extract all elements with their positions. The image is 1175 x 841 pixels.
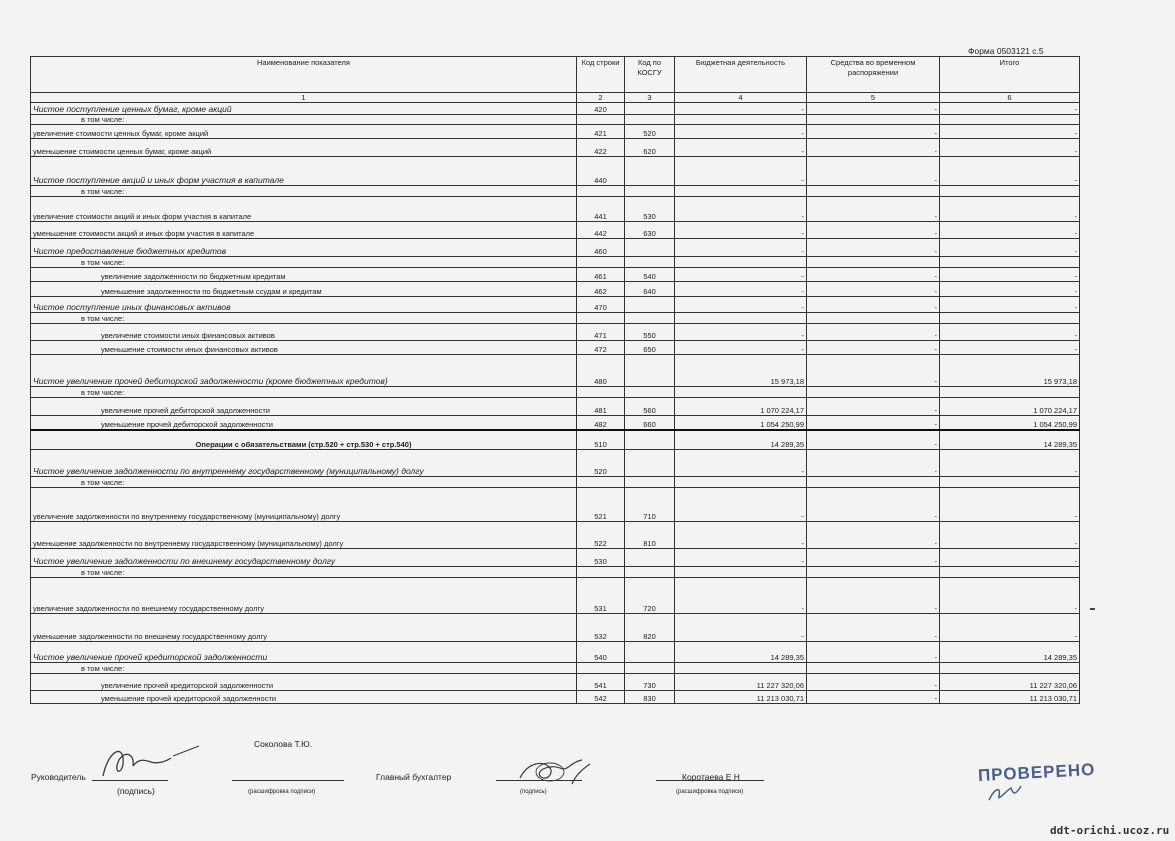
row-name: Чистое поступление иных финансовых активов	[31, 297, 577, 313]
row-total-value: 1 054 250,99	[940, 416, 1080, 430]
form-label: Форма 0503121 с.5	[968, 46, 1044, 56]
row-name: увеличение стоимости акций и иных форм участия в капитале	[31, 197, 577, 222]
col-number: 4	[675, 93, 807, 103]
table-row	[31, 139, 1080, 157]
row-name: уменьшение задолженности по бюджетным ссудам и кредитам	[31, 282, 577, 297]
row-kosgu	[625, 239, 675, 257]
row-name: в том числе:	[31, 186, 577, 197]
row-total-value: -	[940, 197, 1080, 222]
row-temp-value: -	[807, 450, 940, 477]
row-budget-value: 1 070 224,17	[675, 398, 807, 416]
row-code: 481	[577, 398, 625, 416]
table-row	[31, 355, 1080, 387]
head-label: Руководитель	[31, 772, 86, 782]
row-budget-value: 14 289,35	[675, 642, 807, 663]
row-temp-value	[807, 387, 940, 398]
row-name: Чистое увеличение задолженности по внешнему государственному долгу	[31, 549, 577, 567]
row-code: 531	[577, 578, 625, 614]
row-name: в том числе:	[31, 477, 577, 488]
row-temp-value: -	[807, 268, 940, 282]
row-kosgu: 540	[625, 268, 675, 282]
row-total-value: -	[940, 522, 1080, 549]
row-total-value: -	[940, 157, 1080, 186]
row-total-value: -	[940, 103, 1080, 115]
row-budget-value: 11 227 320,06	[675, 674, 807, 691]
row-kosgu	[625, 157, 675, 186]
table-row	[31, 450, 1080, 477]
row-temp-value	[807, 477, 940, 488]
row-total-value	[940, 115, 1080, 125]
row-code	[577, 313, 625, 324]
row-code	[577, 186, 625, 197]
row-kosgu: 620	[625, 139, 675, 157]
row-temp-value	[807, 313, 940, 324]
row-name: уменьшение стоимости ценных бумаг, кроме акций	[31, 139, 577, 157]
row-budget-value	[675, 567, 807, 578]
row-code: 472	[577, 341, 625, 355]
row-name: Чистое предоставление бюджетных кредитов	[31, 239, 577, 257]
row-total-value: -	[940, 139, 1080, 157]
watermark: ddt-orichi.ucoz.ru	[1050, 824, 1170, 837]
row-total-value: 1 070 224,17	[940, 398, 1080, 416]
row-kosgu: 520	[625, 125, 675, 139]
row-budget-value	[675, 663, 807, 674]
table-row	[31, 567, 1080, 578]
row-temp-value: -	[807, 239, 940, 257]
chief-decode-caption: (расшифровка подписи)	[676, 789, 744, 795]
verified-stamp: ПРОВЕРЕНО	[977, 759, 1096, 786]
row-kosgu	[625, 313, 675, 324]
row-temp-value: -	[807, 488, 940, 522]
row-kosgu	[625, 257, 675, 268]
row-budget-value: 14 289,35	[675, 430, 807, 450]
row-name: уменьшение прочей дебиторской задолженности	[31, 416, 577, 430]
row-total-value: 14 289,35	[940, 642, 1080, 663]
row-temp-value: -	[807, 355, 940, 387]
col-number: 5	[807, 93, 940, 103]
head-decode-line	[232, 780, 344, 781]
table-row	[31, 257, 1080, 268]
row-total-value	[940, 567, 1080, 578]
row-code: 441	[577, 197, 625, 222]
row-budget-value: -	[675, 297, 807, 313]
report-table	[30, 56, 1080, 704]
row-code	[577, 663, 625, 674]
row-code	[577, 387, 625, 398]
row-total-value: -	[940, 297, 1080, 313]
row-code	[577, 257, 625, 268]
row-budget-value	[675, 115, 807, 125]
row-name: Операции с обязательствами (стр.520 + стр.530 + стр.540)	[31, 430, 577, 450]
row-temp-value: -	[807, 549, 940, 567]
table-row	[31, 416, 1080, 430]
row-temp-value	[807, 567, 940, 578]
row-code: 510	[577, 430, 625, 450]
table-row	[31, 430, 1080, 450]
table-row	[31, 324, 1080, 341]
row-budget-value: -	[675, 103, 807, 115]
row-temp-value: -	[807, 222, 940, 239]
row-budget-value: -	[675, 157, 807, 186]
row-kosgu: 560	[625, 398, 675, 416]
table-row	[31, 341, 1080, 355]
row-name: увеличение задолженности по внутреннему государственному (муниципальному) долгу	[31, 488, 577, 522]
row-kosgu	[625, 663, 675, 674]
row-total-value: -	[940, 239, 1080, 257]
table-row	[31, 282, 1080, 297]
row-kosgu: 550	[625, 324, 675, 341]
row-name: Чистое поступление ценных бумаг, кроме акций	[31, 103, 577, 115]
row-temp-value: -	[807, 578, 940, 614]
head-signature-icon	[95, 742, 205, 782]
row-kosgu: 830	[625, 691, 675, 704]
row-total-value: -	[940, 549, 1080, 567]
row-total-value	[940, 257, 1080, 268]
row-code: 541	[577, 674, 625, 691]
row-kosgu	[625, 186, 675, 197]
row-kosgu: 810	[625, 522, 675, 549]
row-total-value: -	[940, 268, 1080, 282]
row-kosgu	[625, 103, 675, 115]
row-code: 540	[577, 642, 625, 663]
row-budget-value: -	[675, 341, 807, 355]
row-code: 442	[577, 222, 625, 239]
row-budget-value	[675, 387, 807, 398]
table-row	[31, 642, 1080, 663]
table-row	[31, 488, 1080, 522]
row-temp-value	[807, 257, 940, 268]
row-code: 520	[577, 450, 625, 477]
row-budget-value: -	[675, 125, 807, 139]
row-kosgu	[625, 297, 675, 313]
table-row	[31, 477, 1080, 488]
row-name: Чистое увеличение прочей дебиторской задолженности (кроме бюджетных кредитов)	[31, 355, 577, 387]
stamp-signature-icon	[985, 782, 1025, 804]
table-row	[31, 691, 1080, 704]
row-name: в том числе:	[31, 567, 577, 578]
row-budget-value	[675, 313, 807, 324]
row-budget-value: -	[675, 139, 807, 157]
row-budget-value: -	[675, 324, 807, 341]
row-code: 532	[577, 614, 625, 642]
row-budget-value: 11 213 030,71	[675, 691, 807, 704]
row-name: уменьшение задолженности по внешнему государственному долгу	[31, 614, 577, 642]
table-row	[31, 239, 1080, 257]
row-kosgu	[625, 450, 675, 477]
row-temp-value: -	[807, 416, 940, 430]
row-budget-value: -	[675, 197, 807, 222]
row-budget-value	[675, 186, 807, 197]
row-code: 522	[577, 522, 625, 549]
header-budget: Бюджетная деятельность	[675, 57, 807, 93]
row-code: 421	[577, 125, 625, 139]
row-total-value: -	[940, 488, 1080, 522]
row-budget-value: -	[675, 222, 807, 239]
row-total-value: -	[940, 125, 1080, 139]
row-kosgu: 630	[625, 222, 675, 239]
row-code: 470	[577, 297, 625, 313]
row-name: уменьшение задолженности по внутреннему государственному (муниципальному) долгу	[31, 522, 577, 549]
row-code	[577, 115, 625, 125]
header-kosgu: Код по КОСГУ	[625, 57, 675, 93]
row-budget-value: 15 973,18	[675, 355, 807, 387]
row-temp-value	[807, 186, 940, 197]
row-budget-value	[675, 477, 807, 488]
row-kosgu: 530	[625, 197, 675, 222]
row-name: в том числе:	[31, 387, 577, 398]
row-temp-value: -	[807, 103, 940, 115]
row-temp-value: -	[807, 139, 940, 157]
row-name: увеличение задолженности по внешнему государственному долгу	[31, 578, 577, 614]
chief-signature-caption: (подпись)	[520, 789, 547, 795]
chief-signature-icon	[510, 754, 600, 790]
row-budget-value: -	[675, 522, 807, 549]
row-temp-value: -	[807, 324, 940, 341]
row-temp-value: -	[807, 282, 940, 297]
row-name: увеличение прочей кредиторской задолженности	[31, 674, 577, 691]
row-code: 471	[577, 324, 625, 341]
table-row	[31, 549, 1080, 567]
header-code: Код строки	[577, 57, 625, 93]
row-code: 422	[577, 139, 625, 157]
row-temp-value: -	[807, 430, 940, 450]
table-row	[31, 186, 1080, 197]
table-row	[31, 222, 1080, 239]
row-total-value: 11 213 030,71	[940, 691, 1080, 704]
row-kosgu: 710	[625, 488, 675, 522]
table-row	[31, 614, 1080, 642]
col-number: 2	[577, 93, 625, 103]
row-kosgu	[625, 549, 675, 567]
row-name: Чистое увеличение задолженности по внутреннему государственному (муниципальному) долгу	[31, 450, 577, 477]
table-row	[31, 115, 1080, 125]
row-total-value: 11 227 320,06	[940, 674, 1080, 691]
head-name-top: Соколова Т.Ю.	[254, 739, 313, 749]
row-code: 530	[577, 549, 625, 567]
table-row	[31, 125, 1080, 139]
row-total-value	[940, 387, 1080, 398]
row-total-value: -	[940, 450, 1080, 477]
row-budget-value	[675, 257, 807, 268]
row-total-value: -	[940, 341, 1080, 355]
header-row	[31, 57, 1080, 93]
row-name: увеличение задолженности по бюджетным кредитам	[31, 268, 577, 282]
table-body	[31, 103, 1080, 704]
row-name: уменьшение стоимости иных финансовых активов	[31, 341, 577, 355]
row-total-value: -	[940, 324, 1080, 341]
head-decode-caption: (расшифровка подписи)	[248, 789, 316, 795]
row-kosgu: 640	[625, 282, 675, 297]
row-code: 480	[577, 355, 625, 387]
table-row	[31, 297, 1080, 313]
col-number: 1	[31, 93, 577, 103]
row-name: уменьшение прочей кредиторской задолженности	[31, 691, 577, 704]
table-row	[31, 157, 1080, 186]
table-row	[31, 674, 1080, 691]
row-kosgu	[625, 115, 675, 125]
row-kosgu	[625, 642, 675, 663]
table-row	[31, 313, 1080, 324]
row-name: в том числе:	[31, 313, 577, 324]
row-code	[577, 567, 625, 578]
header-temp: Средства во временном распоряжении	[807, 57, 940, 93]
row-temp-value: -	[807, 691, 940, 704]
row-temp-value: -	[807, 341, 940, 355]
row-name: увеличение стоимости ценных бумаг, кроме акций	[31, 125, 577, 139]
row-kosgu: 730	[625, 674, 675, 691]
row-total-value	[940, 477, 1080, 488]
header-name: Наименование показателя	[31, 57, 577, 93]
row-temp-value: -	[807, 522, 940, 549]
chief-name: Коротаева Е Н	[682, 772, 740, 782]
row-temp-value: -	[807, 125, 940, 139]
row-budget-value: -	[675, 549, 807, 567]
row-budget-value: -	[675, 268, 807, 282]
row-total-value: -	[940, 578, 1080, 614]
row-budget-value: -	[675, 282, 807, 297]
row-code: 462	[577, 282, 625, 297]
row-code: 420	[577, 103, 625, 115]
row-total-value: -	[940, 222, 1080, 239]
row-name: Чистое поступление акций и иных форм участия в капитале	[31, 157, 577, 186]
margin-mark	[1090, 608, 1095, 610]
row-temp-value: -	[807, 642, 940, 663]
row-temp-value	[807, 663, 940, 674]
row-name: в том числе:	[31, 257, 577, 268]
table-row	[31, 268, 1080, 282]
row-total-value: -	[940, 614, 1080, 642]
row-kosgu	[625, 477, 675, 488]
row-total-value	[940, 186, 1080, 197]
row-code: 521	[577, 488, 625, 522]
col-number: 6	[940, 93, 1080, 103]
table-row	[31, 197, 1080, 222]
row-budget-value: -	[675, 239, 807, 257]
row-total-value	[940, 313, 1080, 324]
row-budget-value: 1 054 250,99	[675, 416, 807, 430]
row-kosgu: 820	[625, 614, 675, 642]
row-temp-value	[807, 115, 940, 125]
row-name: уменьшение стоимости акций и иных форм участия в капитале	[31, 222, 577, 239]
row-temp-value: -	[807, 157, 940, 186]
row-code: 542	[577, 691, 625, 704]
row-code: 440	[577, 157, 625, 186]
row-budget-value: -	[675, 614, 807, 642]
row-budget-value: -	[675, 578, 807, 614]
row-temp-value: -	[807, 614, 940, 642]
row-kosgu	[625, 567, 675, 578]
row-kosgu: 720	[625, 578, 675, 614]
table-row	[31, 578, 1080, 614]
chief-accountant-label: Главный бухгалтер	[376, 772, 452, 782]
row-kosgu: 650	[625, 341, 675, 355]
row-temp-value: -	[807, 674, 940, 691]
row-budget-value: -	[675, 488, 807, 522]
row-name: в том числе:	[31, 115, 577, 125]
table-row	[31, 663, 1080, 674]
row-name: увеличение прочей дебиторской задолженности	[31, 398, 577, 416]
column-number-row	[31, 93, 1080, 103]
head-signature-caption: (подпись)	[117, 786, 155, 796]
row-name: Чистое увеличение прочей кредиторской задолженности	[31, 642, 577, 663]
table-row	[31, 387, 1080, 398]
row-total-value: 14 289,35	[940, 430, 1080, 450]
row-temp-value: -	[807, 197, 940, 222]
row-code: 482	[577, 416, 625, 430]
row-kosgu	[625, 430, 675, 450]
row-code	[577, 477, 625, 488]
col-number: 3	[625, 93, 675, 103]
row-name: увеличение стоимости иных финансовых активов	[31, 324, 577, 341]
header-total: Итого	[940, 57, 1080, 93]
row-temp-value: -	[807, 398, 940, 416]
row-code: 461	[577, 268, 625, 282]
table-row	[31, 522, 1080, 549]
row-temp-value: -	[807, 297, 940, 313]
row-kosgu	[625, 387, 675, 398]
row-total-value: -	[940, 282, 1080, 297]
table-row	[31, 398, 1080, 416]
row-code: 460	[577, 239, 625, 257]
row-budget-value: -	[675, 450, 807, 477]
row-total-value	[940, 663, 1080, 674]
row-kosgu	[625, 355, 675, 387]
row-name: в том числе:	[31, 663, 577, 674]
table-row	[31, 103, 1080, 115]
row-kosgu: 660	[625, 416, 675, 430]
row-total-value: 15 973,18	[940, 355, 1080, 387]
